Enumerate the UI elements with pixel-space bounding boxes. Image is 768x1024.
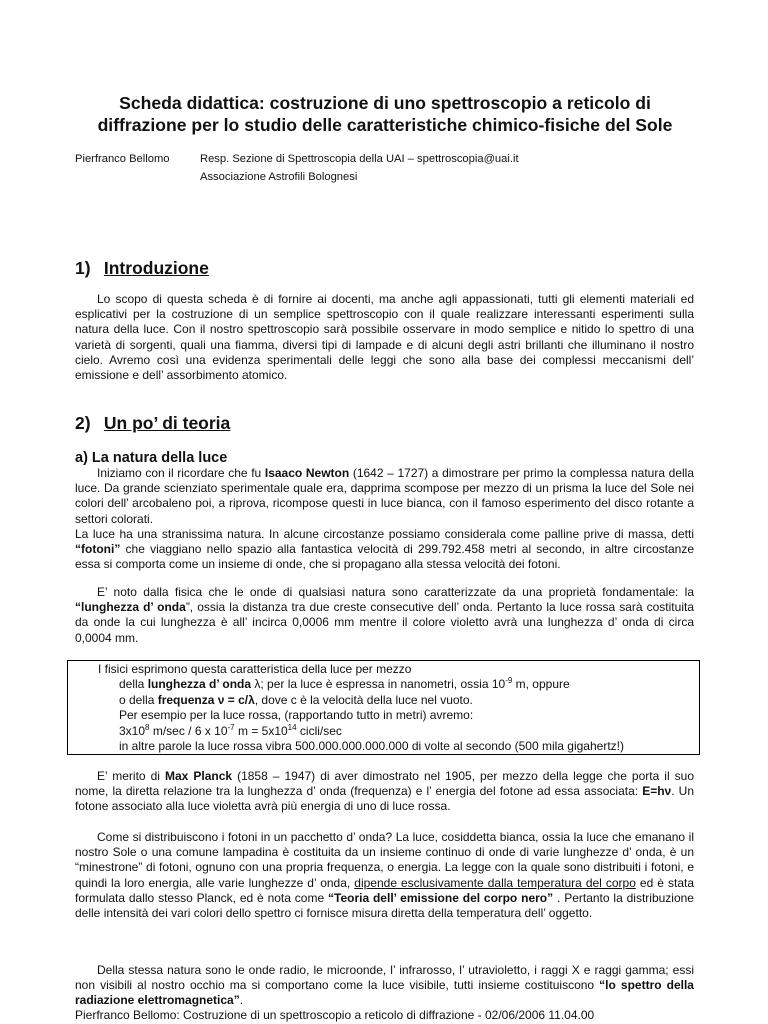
box-line-5-exp2: -7 (227, 722, 235, 732)
box-line-5-d: cicli/sec (296, 723, 342, 738)
newton-name: Isaaco Newton (264, 466, 350, 480)
box-line-4: Per esempio per la luce rossa, (rapportando tutto in metri) avremo: (119, 708, 474, 723)
box-line-3-post: , dove c è la velocità della luce nel vuoto. (254, 692, 473, 707)
section-1-title: Introduzione (103, 258, 209, 278)
box-line-5-a: 3x10 (119, 723, 146, 738)
blackbody-term: “Teoria dell’ emissione del corpo nero” (328, 890, 554, 905)
box-line-5-exp1: 8 (145, 722, 150, 732)
planck-formula: E=hν (642, 784, 672, 799)
intro-text: Lo scopo di questa scheda è di fornire ai docenti, ma anche agli appassionati, tutti gli elementi materiali ed esplicativi per la costruzione di un semplice spettroscopio con il quale realizzare interessanti esperimenti sulla natura della luce. Con il nostro spettroscopio sarà possibile osservare in modo semplice e nitido lo spettro di una varietà di sorgenti, quali una fiamma, diversi tipi di lampade e di alcuni degli astri brillanti che illuminano il nostro cielo. Avremo così una evidenza sperimentali delle leggi che sono alla base dei complessi meccanismi dell’ emissione e dell’ assorbimento atomico. (75, 292, 694, 383)
em-text-2: . (239, 993, 244, 1008)
photon-text-2: che viaggiano nello spazio alla fantastica velocità di 299.792.458 metri al secondo, in altre circostanze essa si comporta come un insieme di onde, che si propagano alla stessa velocità dei fotoni. (75, 542, 694, 572)
planck-paragraph (75, 769, 694, 815)
wavelength-text-2: ”, ossia la distanza tra due creste consecutive dell’ onda. Pertanto la luce rossa sarà costituita da onde la cui lunghezza è all’ incirca 0,0006 mm mentre il colore violetto avrà una lunghezza d’ onda di circa 0,0004 mm. (75, 600, 694, 645)
box-line-5-exp3: 14 (287, 722, 297, 732)
planck-name: Max Planck (164, 769, 233, 783)
newton-text-1: Iniziamo con il ricordare che fu (97, 466, 265, 480)
blackbody-text-1: Come si distribuiscono i fotoni in un pacchetto d’ onda? La luce, cosiddetta bianca, ossia la luce che emanano il nostro Sole o una comune lampadina è costituita da un insieme continuo di onde di varie lunghezze d’ onda, è un “minestrone” di fotoni, ognuno con una propria frequenza, o energia. La legge con la quale sono distribuiti i fotoni, e quindi la loro energia, alle varie lunghezze d’ onda, (75, 830, 694, 890)
section-1-number: 1) (75, 258, 91, 278)
em-text-1: Della stessa natura sono le onde radio, le microonde, l’ infrarosso, l’ utravioletto, i raggi X e raggi gamma; essi non visibili al nostro occhio ma si comportano come la luce visibile, tutti insieme costituiscono (75, 963, 694, 993)
author-name: Pierfranco Bellomo (75, 153, 170, 165)
box-line-6: in altre parole la luce rossa vibra 500.000.000.000.000 di volte al secondo (500 mila gigahertz!) (119, 739, 624, 754)
author-org: Associazione Astrofili Bolognesi (200, 171, 358, 183)
section-1-heading (75, 257, 209, 279)
box-frequency-term: frequenza ν = c/λ (157, 692, 255, 707)
subsection-a-heading: a) La natura della luce (75, 450, 228, 466)
photon-paragraph (75, 527, 694, 573)
wavelength-term: “lunghezza d’ onda (75, 600, 186, 615)
box-line-5 (68, 724, 699, 739)
box-line-5-b: m/sec / 6 x 10 (149, 723, 228, 738)
planck-text-1: E’ merito di (97, 769, 165, 783)
box-line-5-c: m = 5x10 (234, 723, 288, 738)
formula-box (67, 660, 700, 755)
intro-paragraph (75, 292, 694, 383)
newton-paragraph (75, 466, 694, 527)
wavelength-text-1: E’ noto dalla fisica che le onde di qualsiasi natura sono caratterizzate da una proprietà fondamentale: la (97, 585, 694, 599)
planck-text-2: (1858 – 1947) di aver dimostrato nel 1905, per mezzo della legge che porta il suo nome, la diretta relazione tra la lunghezza d’ onda (frequenza) e l’ energia del fotone ad essa associata: (75, 769, 695, 799)
em-paragraph (75, 963, 694, 1009)
section-2-heading (75, 412, 230, 434)
title-line-2: diffrazione per lo studio delle caratteristiche chimico-fisiche del Sole (97, 115, 673, 135)
wavelength-paragraph (75, 585, 694, 646)
box-line-2 (68, 677, 699, 692)
blackbody-text-3: . Pertanto la distribuzione delle intensità dei vari colori dello spettro ci fornisce misura diretta della temperatura dell’ oggetto. (75, 890, 694, 921)
lambda-symbol: λ (251, 677, 261, 692)
author-info (200, 150, 519, 186)
title-line-1: Scheda didattica: costruzione di uno spettroscopio a reticolo di (119, 93, 651, 113)
planck-text-3: . Un fotone associato alla luce violetta avrà più energia di uno di luce rossa. (75, 784, 695, 814)
blackbody-paragraph (75, 830, 694, 921)
box-line-1: I fisici esprimono questa caratteristica della luce per mezzo (98, 662, 412, 676)
blackbody-underlined: dipende esclusivamente dalla temperatura del corpo (354, 875, 636, 890)
author-role: Resp. Sezione di Spettroscopia della UAI – spettroscopia@uai.it (200, 153, 519, 165)
box-line-2-pre: della (119, 677, 148, 692)
box-line-2-post: ; per la luce è espressa in nanometri, ossia 10 (260, 677, 506, 692)
em-term: “lo spettro della radiazione elettromagnetica” (75, 978, 694, 1008)
newton-text-2: (1642 – 1727) a dimostrare per primo la complessa natura della luce. Da grande scienziato sperimentale quale era, dapprima scompose per mezzo di un prisma la luce del Sole nei colori dell’ arcobaleno poi, a riprova, ricompose questi in luce bianca, con il famoso esperimento del disco rotante a settori colorati. (75, 466, 695, 526)
photon-text-1: La luce ha una stranissima natura. In alcune circostanze possiamo considerala come palline prive di massa, detti (75, 527, 694, 541)
box-line-2-exp: -9 (505, 676, 513, 686)
box-line-3 (68, 693, 699, 708)
section-2-title: Un po’ di teoria (103, 413, 231, 433)
box-wavelength-term: lunghezza d’ onda (147, 677, 252, 692)
document-title (80, 92, 690, 136)
box-line-2-end: m, oppure (512, 677, 570, 692)
box-line-3-pre: o della (119, 692, 158, 707)
photon-term: “fotoni” (75, 542, 121, 557)
section-2-number: 2) (75, 413, 91, 433)
page-footer: Pierfranco Bellomo: Costruzione di un spettroscopio a reticolo di diffrazione - 02/06/2006 11.04.00 (75, 1008, 595, 1022)
blackbody-text-2: ed è stata formulata dallo stesso Planck, ed è nota come (75, 875, 695, 905)
